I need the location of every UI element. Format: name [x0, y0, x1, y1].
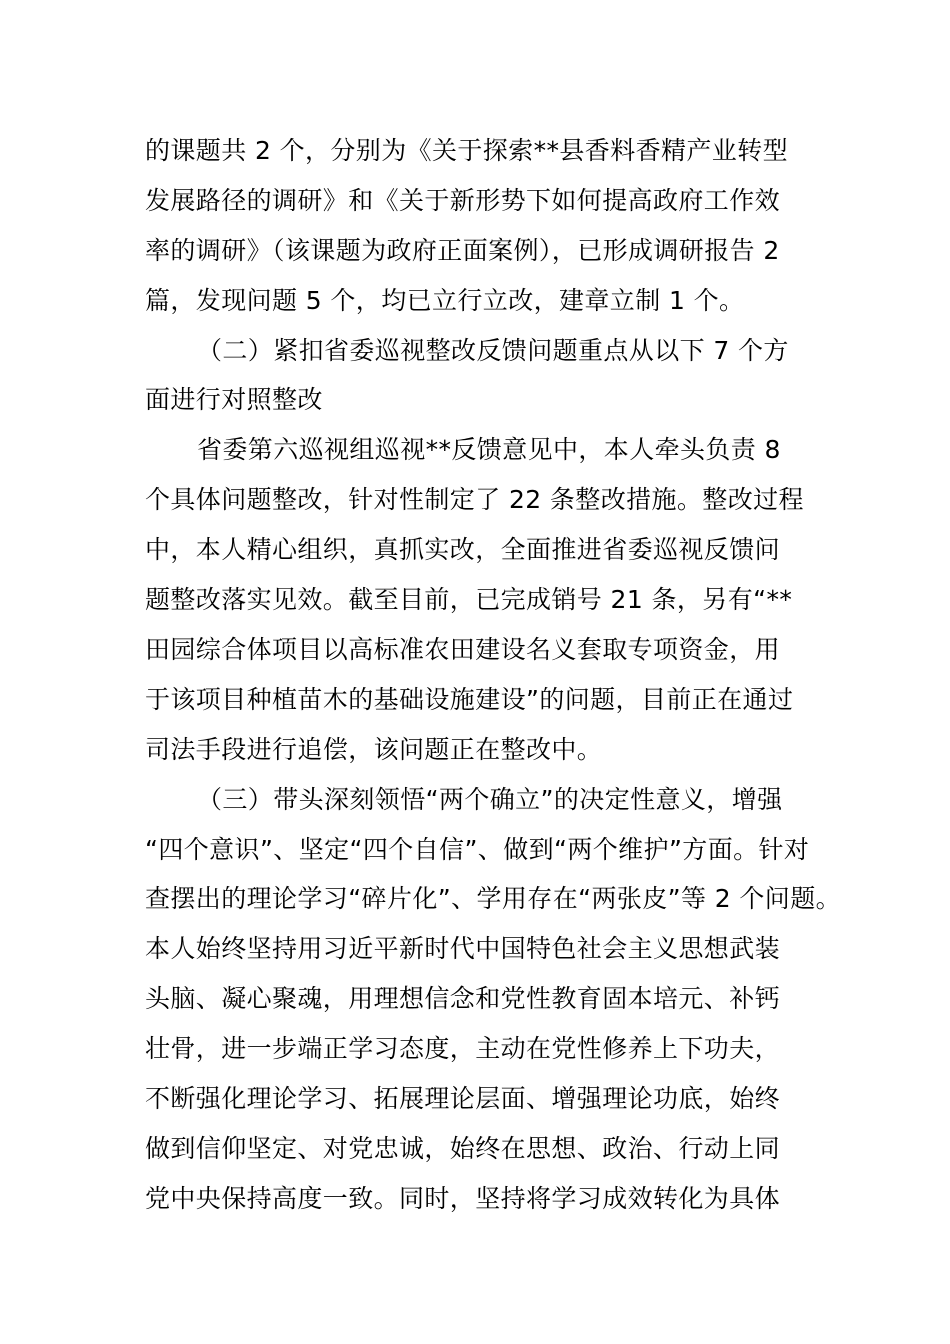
text-line: 的课题共 2 个，分别为《关于探索**县香料香精产业转型	[145, 136, 789, 165]
text-line: 不断强化理论学习、拓展理论层面、增强理论功底，始终	[145, 1084, 781, 1113]
text-line: 中，本人精心组织，真抓实改，全面推进省委巡视反馈问	[145, 535, 781, 564]
text-line: 壮骨，进一步端正学习态度，主动在党性修养上下功夫，	[145, 1034, 781, 1063]
section-heading-2-cont: 面进行对照整改	[145, 385, 323, 414]
section-heading-3: （三）带头深刻领悟“两个确立”的决定性意义，增强	[197, 785, 783, 814]
text-line: 本人始终坚持用习近平新时代中国特色社会主义思想武装	[145, 934, 781, 963]
paragraph-start: 省委第六巡视组巡视**反馈意见中，本人牵头负责 8	[197, 435, 781, 464]
text-line: 个具体问题整改，针对性制定了 22 条整改措施。整改过程	[145, 485, 804, 514]
section-heading-2: （二）紧扣省委巡视整改反馈问题重点从以下 7 个方	[197, 336, 789, 365]
text-line: 做到信仰坚定、对党忠诚，始终在思想、政治、行动上同	[145, 1134, 781, 1163]
text-line: 于该项目种植苗木的基础设施建设”的问题，目前正在通过	[145, 685, 794, 714]
text-line: “四个意识”、坚定“四个自信”、做到“两个维护”方面。针对	[145, 835, 810, 864]
text-line: 题整改落实见效。截至目前，已完成销号 21 条，另有“**	[145, 585, 793, 614]
text-line: 篇，发现问题 5 个，均已立行立改，建章立制 1 个。	[145, 286, 745, 315]
text-line: 头脑、凝心聚魂，用理想信念和党性教育固本培元、补钙	[145, 984, 781, 1013]
text-line: 发展路径的调研》和《关于新形势下如何提高政府工作效	[145, 186, 781, 215]
text-line: 查摆出的理论学习“碎片化”、学用存在“两张皮”等 2 个问题。	[145, 884, 842, 913]
text-line: 司法手段进行追偿，该问题正在整改中。	[145, 735, 603, 764]
text-line: 党中央保持高度一致。同时，坚持将学习成效转化为具体	[145, 1184, 781, 1213]
text-line: 率的调研》（该课题为政府正面案例），已形成调研报告 2	[145, 236, 780, 265]
text-line: 田园综合体项目以高标准农田建设名义套取专项资金，用	[145, 635, 781, 664]
